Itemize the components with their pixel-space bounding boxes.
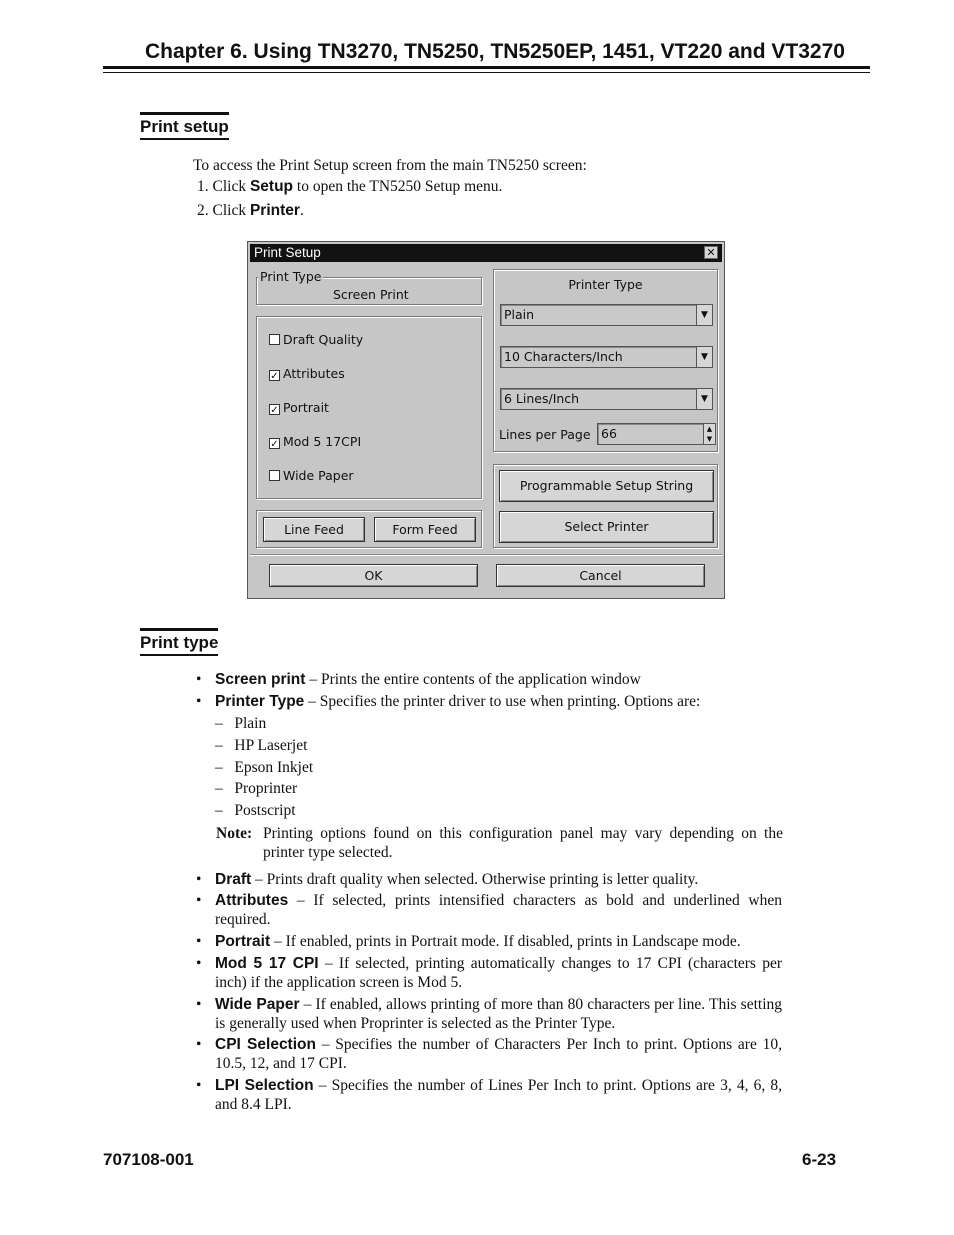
bullet-icon: • — [196, 892, 202, 909]
print-setup-dialog — [247, 241, 725, 599]
cpi-value: 10 Characters/Inch — [504, 349, 623, 364]
dropdown-arrow-icon[interactable]: ▼ — [696, 305, 712, 325]
header-rule-thin — [103, 72, 870, 73]
step-bold: Printer — [249, 202, 300, 219]
step-post: to open the TN5250 Setup menu. — [293, 178, 503, 195]
lines-per-page-spinner[interactable] — [597, 423, 716, 445]
options-group — [256, 316, 482, 499]
item-term: Screen print — [215, 671, 306, 688]
close-icon[interactable]: ✕ — [704, 246, 718, 259]
printer-actions-group — [493, 464, 718, 548]
item-term: LPI Selection — [215, 1077, 314, 1094]
programmable-setup-string-button[interactable]: Programmable Setup String — [499, 470, 714, 502]
bullet-icon: • — [196, 933, 202, 950]
item-desc: – If selected, prints intensified characters as bold and underlined when required. — [215, 892, 782, 928]
feed-group — [256, 510, 482, 548]
checkbox-label: Mod 5 17CPI — [283, 434, 362, 449]
header-rule — [103, 66, 870, 69]
checkbox-box[interactable]: ✓ — [270, 371, 279, 382]
item-desc: – Specifies the printer driver to use when printing. Options are: — [304, 693, 701, 710]
option-item: – Postscript — [215, 802, 296, 819]
wide-paper-checkbox[interactable] — [269, 468, 354, 484]
item-term: Wide Paper — [215, 996, 300, 1013]
draft-quality-checkbox[interactable] — [269, 332, 363, 348]
note-text: Printing options found on this configuration panel may vary depending on the printer type selected. — [263, 825, 783, 861]
item-desc: – Prints the entire contents of the application window — [305, 671, 641, 688]
section-heading-print-type: Print type — [140, 628, 218, 656]
printer-type-value: Plain — [504, 307, 535, 322]
step-number: 1. — [197, 178, 209, 195]
item-desc: – If enabled, allows printing of more than 80 characters per line. This setting is generally used when Proprinter is selected as the Printer Type. — [215, 996, 782, 1032]
step-pre: Click — [212, 178, 250, 195]
bullet-icon: • — [196, 671, 202, 688]
dropdown-arrow-icon[interactable]: ▼ — [696, 389, 712, 409]
item-term: Printer Type — [215, 693, 305, 710]
step-1 — [197, 177, 502, 196]
list-item — [196, 871, 782, 890]
dialog-divider — [250, 554, 722, 555]
item-term: Attributes — [215, 892, 289, 909]
cancel-button[interactable]: Cancel — [496, 564, 705, 587]
note-block — [216, 824, 783, 862]
ok-button[interactable]: OK — [269, 564, 478, 587]
checkbox-box[interactable]: ✓ — [270, 405, 279, 416]
checkbox-box[interactable]: ✓ — [270, 439, 279, 450]
list-item — [196, 955, 782, 992]
bullet-icon: • — [196, 1077, 202, 1094]
page-number: 6-23 — [802, 1150, 837, 1169]
option-item: – Epson Inkjet — [215, 759, 314, 776]
bullet-icon: • — [196, 871, 202, 888]
checkbox-box[interactable] — [269, 334, 280, 345]
bullet-icon: • — [196, 996, 202, 1013]
form-feed-button[interactable]: Form Feed — [374, 517, 476, 542]
lpi-value: 6 Lines/Inch — [504, 391, 580, 406]
select-printer-button[interactable]: Select Printer — [499, 511, 714, 543]
doc-number: 707108-001 — [103, 1150, 194, 1169]
bullet-icon: • — [196, 1036, 202, 1053]
list-item — [196, 892, 782, 929]
list-item — [196, 693, 782, 712]
item-desc: – Prints draft quality when selected. Otherwise printing is letter quality. — [251, 871, 699, 888]
printer-type-group — [493, 269, 718, 452]
cpi-select[interactable] — [500, 346, 713, 368]
option-label: HP Laserjet — [234, 737, 308, 754]
item-term: Mod 5 17 CPI — [215, 955, 319, 972]
lines-per-page-label: Lines per Page — [499, 427, 591, 442]
item-desc: – If enabled, prints in Portrait mode. If disabled, prints in Landscape mode. — [270, 933, 741, 950]
item-term: Draft — [215, 871, 252, 888]
line-feed-button[interactable]: Line Feed — [263, 517, 365, 542]
item-desc: – If selected, printing automatically changes to 17 CPI (characters per inch) if the application screen is Mod 5. — [215, 955, 782, 991]
item-desc: – Specifies the number of Lines Per Inch to print. Options are 3, 4, 6, 8, and 8.4 LPI. — [215, 1077, 782, 1113]
checkbox-label: Attributes — [283, 366, 345, 381]
dialog-titlebar — [250, 244, 722, 262]
printer-type-label: Printer Type — [568, 277, 643, 292]
option-label: Proprinter — [234, 780, 298, 797]
option-item: – Proprinter — [215, 780, 298, 797]
list-item — [196, 933, 782, 952]
step-bold: Setup — [249, 178, 294, 195]
step-number: 2. — [197, 202, 209, 219]
mod5-17cpi-checkbox[interactable] — [269, 434, 361, 450]
bullet-icon: • — [196, 955, 202, 972]
list-item — [196, 1036, 782, 1073]
step-2 — [197, 201, 304, 220]
checkbox-label: Portrait — [283, 400, 329, 415]
lpi-select[interactable] — [500, 388, 713, 410]
note-label: Note: — [216, 825, 253, 842]
option-label: Epson Inkjet — [234, 759, 314, 776]
option-item: – Plain — [215, 715, 267, 732]
step-pre: Click — [212, 202, 250, 219]
list-item — [196, 1077, 782, 1114]
option-label: Plain — [234, 715, 267, 732]
dialog-title: Print Setup — [254, 245, 321, 260]
intro-text: To access the Print Setup screen from the main TN5250 screen: — [193, 157, 587, 174]
option-label: Postscript — [234, 802, 296, 819]
attributes-checkbox[interactable] — [269, 366, 345, 382]
lines-per-page-value: 66 — [601, 426, 617, 441]
screen-print-option[interactable]: Screen Print — [333, 287, 409, 302]
list-item — [196, 996, 782, 1033]
checkbox-label: Wide Paper — [283, 468, 354, 483]
bullet-icon: • — [196, 693, 202, 710]
section-heading-print-setup: Print setup — [140, 112, 229, 140]
spinner-arrows-icon[interactable]: ▲ ▼ — [703, 424, 715, 444]
checkbox-label: Draft Quality — [283, 332, 364, 347]
checkbox-box[interactable] — [269, 470, 280, 481]
option-item: – HP Laserjet — [215, 737, 308, 754]
chapter-title: Chapter 6. Using TN3270, TN5250, TN5250EP, 1451, VT220 and VT3270 — [145, 40, 845, 63]
list-item — [196, 671, 782, 690]
item-desc: – Specifies the number of Characters Per Inch to print. Options are 10, 10.5, 12, and 17 CPI. — [215, 1036, 782, 1072]
portrait-checkbox[interactable] — [269, 400, 329, 416]
dropdown-arrow-icon[interactable]: ▼ — [696, 347, 712, 367]
item-term: CPI Selection — [215, 1036, 316, 1053]
print-type-legend: Print Type — [260, 269, 322, 284]
printer-type-select[interactable] — [500, 304, 713, 326]
step-post: . — [299, 202, 304, 219]
item-term: Portrait — [215, 933, 271, 950]
